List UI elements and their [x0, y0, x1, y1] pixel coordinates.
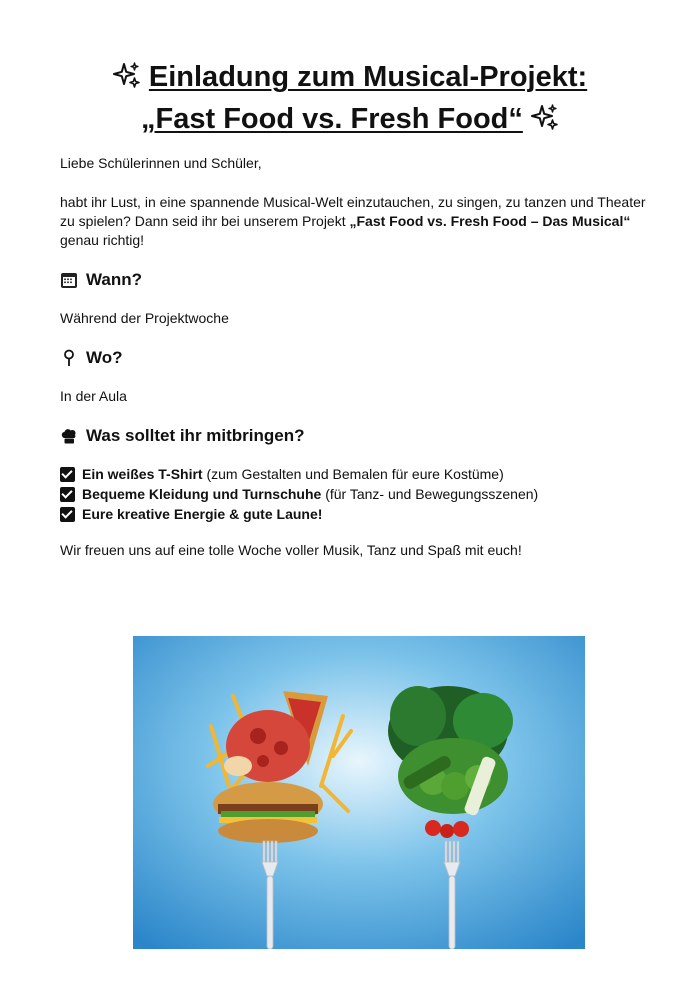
checklist-item	[60, 464, 660, 484]
chef-hat-icon	[60, 427, 78, 445]
heading-when-label: Wann?	[86, 270, 143, 289]
greeting: Liebe Schülerinnen und Schüler,	[60, 155, 262, 171]
pin-icon	[60, 349, 78, 367]
checklist-item	[60, 484, 660, 504]
when-text: Während der Projektwoche	[60, 310, 229, 326]
project-name: „Fast Food vs. Fresh Food – Das Musical“	[349, 213, 631, 229]
closing-text: Wir freuen uns auf eine tolle Woche voller Musik, Tanz und Spaß mit euch!	[60, 542, 522, 558]
where-text: In der Aula	[60, 388, 127, 404]
heading-bring-label: Was solltet ihr mitbringen?	[86, 426, 305, 445]
checklist-item-rest: (zum Gestalten und Bemalen für eure Kostüme)	[202, 466, 504, 482]
intro-text-2: genau richtig!	[60, 232, 145, 248]
title-text-line-2: „Fast Food vs. Fresh Food“	[141, 103, 523, 135]
fast-food-vs-fresh-food-image	[133, 636, 585, 949]
heading-where	[60, 348, 123, 368]
checkbox-checked-icon	[60, 507, 75, 522]
checkbox-checked-icon	[60, 467, 75, 482]
page-title	[40, 56, 660, 140]
sparkles-icon	[113, 59, 141, 87]
checklist-item-bold: Ein weißes T-Shirt	[82, 466, 203, 482]
calendar-icon	[60, 271, 78, 289]
checklist-item-bold: Bequeme Kleidung und Turnschuhe	[82, 486, 322, 502]
checkbox-checked-icon	[60, 487, 75, 502]
title-line-1	[40, 56, 660, 98]
title-text-line-1: Einladung zum Musical-Projekt:	[148, 61, 588, 93]
checklist-item	[60, 504, 660, 524]
checklist-item-bold: Eure kreative Energie & gute Laune!	[82, 506, 323, 522]
title-line-2	[40, 98, 660, 140]
checklist-item-rest: (für Tanz- und Bewegungsszenen)	[321, 486, 539, 502]
heading-when	[60, 270, 142, 290]
heading-bring	[60, 426, 305, 446]
intro-text-1: habt ihr Lust, in eine spannende Musical-Welt einzutauchen, zu singen, zu tanzen und Theater zu spielen? Dann seid ihr bei unserem Projekt	[60, 194, 646, 229]
intro-paragraph	[60, 193, 650, 250]
heading-where-label: Wo?	[86, 348, 123, 367]
packing-checklist	[60, 464, 660, 524]
sparkles-icon	[531, 101, 559, 129]
